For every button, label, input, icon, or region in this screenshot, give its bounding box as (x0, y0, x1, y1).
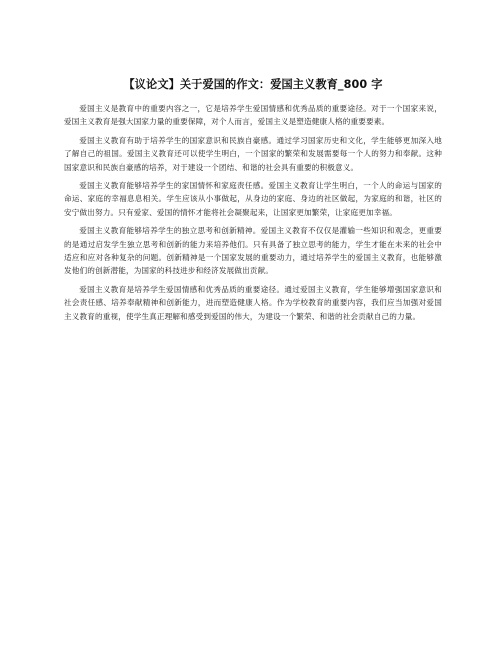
document-title: 【议论文】关于爱国的作文：爱国主义教育_800 字 (123, 78, 383, 91)
paragraph-innovation: 爱国主义教育能够培养学生的独立思考和创新精神。爱国主义教育不仅仅是灌输一些知识和观念，更重要的是通过启发学生独立思考和创新的能力来培养他们。只有具备了独立思考的能力，学生才能在未来的社会中适应和应对各种复杂的问题。创新精神是一个国家发展的重要动力，通过培养学生的爱国主义教育，也能够激发他们的创新潜能，为国家的科技进步和经济发展做出贡献。 (64, 226, 442, 276)
paragraph-national-awareness: 爱国主义教育有助于培养学生的国家意识和民族自豪感。通过学习国家历史和文化，学生能够更加深入地了解自己的祖国。爱国主义教育还可以使学生明白，一个国家的繁荣和发展需要每一个人的努力和奉献。这种国家意识和民族自豪感的培养，对于建设一个团结、和谐的社会具有重要的积极意义。 (64, 135, 442, 172)
document-page (64, 78, 442, 328)
paragraph-intro: 爱国主义是教育中的重要内容之一，它是培养学生爱国情感和优秀品质的重要途径。对于一个国家来说，爱国主义教育是强大国家力量的重要保障，对个人而言，爱国主义是塑造健康人格的重要要素。 (64, 104, 442, 127)
paragraph-conclusion: 爱国主义教育是培养学生爱国情感和优秀品质的重要途径。通过爱国主义教育，学生能够增强国家意识和社会责任感、培养奉献精神和创新能力，进而塑造健康人格。作为学校教育的重要内容，我们应当加强对爱国主义教育的重视，使学生真正理解和感受到爱国的伟大，为建设一个繁荣、和谐的社会贡献自己的力量。 (64, 284, 442, 321)
paragraph-family-responsibility: 爱国主义教育能够培养学生的家国情怀和家庭责任感。爱国主义教育让学生明白，一个人的命运与国家的命运、家庭的幸福息息相关。学生应该从小事做起，从身边的家庭、身边的社区做起，为家庭的和谐，社区的安宁做出努力。只有爱家、爱国的情怀才能将社会凝聚起来，让国家更加繁荣，让家庭更加幸福。 (64, 181, 442, 217)
